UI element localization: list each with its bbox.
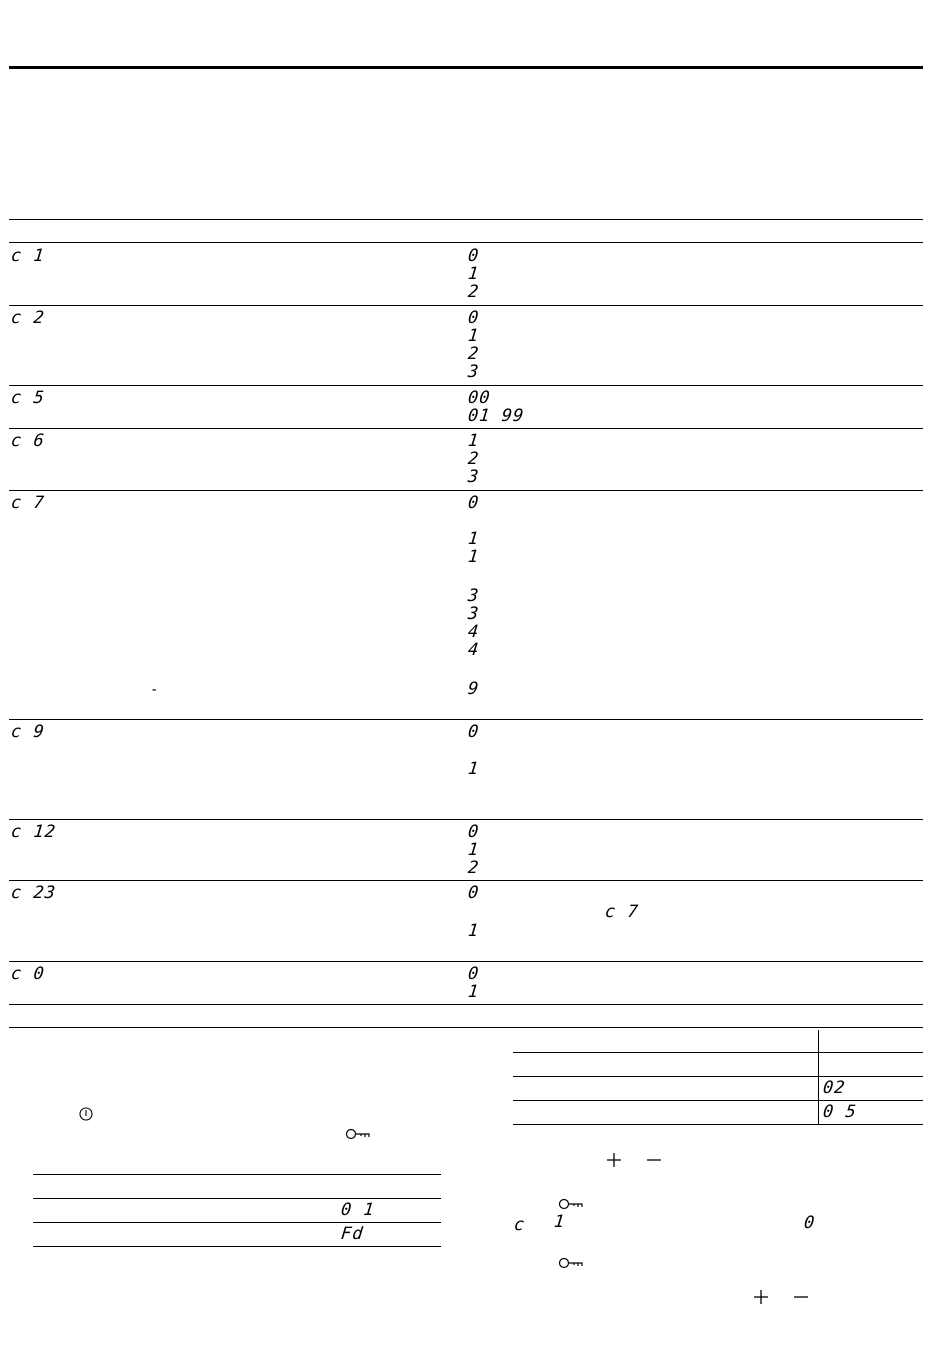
setting-value: 2 xyxy=(467,449,481,469)
setting-value: 1 xyxy=(467,326,481,346)
setting-value: 3 xyxy=(467,604,481,624)
row-divider xyxy=(9,428,923,429)
setting-value: 1 xyxy=(467,529,481,549)
setting-code: c 6 xyxy=(10,431,46,451)
setting-value: 00 xyxy=(467,388,492,408)
setting-value: 4 xyxy=(467,622,481,642)
key-icon xyxy=(345,1127,371,1141)
setting-value: 2 xyxy=(467,282,481,302)
setting-number: 1 xyxy=(553,1212,567,1232)
setting-value: 1 xyxy=(467,921,481,941)
small-table-rule xyxy=(513,1100,923,1101)
setting-value: 0 xyxy=(803,1213,817,1233)
key-icon xyxy=(558,1197,584,1211)
small-table-value: 0 1 xyxy=(340,1200,376,1220)
table-header-rule xyxy=(9,242,923,243)
setting-code: c 7 xyxy=(10,493,46,513)
small-table-rule xyxy=(33,1246,441,1247)
setting-value: 1 xyxy=(467,264,481,284)
setting-code: c 9 xyxy=(10,722,46,742)
setting-value: 1 xyxy=(467,840,481,860)
dash-mark: - xyxy=(150,682,159,698)
table-top-rule xyxy=(9,219,923,220)
small-table-rule xyxy=(33,1174,441,1175)
plus-icon xyxy=(606,1152,622,1168)
setting-value: 1 xyxy=(467,547,481,567)
setting-value: 0 xyxy=(467,722,481,742)
small-table-rule xyxy=(513,1076,923,1077)
minus-icon xyxy=(646,1152,662,1168)
setting-code: c 5 xyxy=(10,388,46,408)
small-table-value: Fd xyxy=(340,1224,365,1244)
setting-value: 0 xyxy=(467,883,481,903)
setting-value: 9 xyxy=(467,679,481,699)
row-divider xyxy=(9,819,923,820)
setting-code: c 0 xyxy=(10,964,46,984)
row-divider xyxy=(9,880,923,881)
inline-setting-ref: c 7 xyxy=(604,902,640,922)
setting-code: c 1 xyxy=(10,246,46,266)
setting-value: 0 xyxy=(467,822,481,842)
minus-icon xyxy=(793,1289,809,1305)
setting-value: 0 xyxy=(467,964,481,984)
setting-value: 1 xyxy=(467,431,481,451)
small-table-rule xyxy=(513,1124,923,1125)
setting-letter: c xyxy=(513,1215,527,1235)
row-divider xyxy=(9,305,923,306)
small-table-rule xyxy=(33,1198,441,1199)
plus-icon xyxy=(753,1289,769,1305)
row-divider xyxy=(9,385,923,386)
small-table-rule xyxy=(33,1222,441,1223)
section-rule xyxy=(9,1027,923,1028)
small-table-rule xyxy=(513,1052,923,1053)
setting-value: 0 xyxy=(467,246,481,266)
setting-value: 1 xyxy=(467,759,481,779)
setting-value: 1 xyxy=(467,982,481,1002)
header-rule xyxy=(9,66,923,69)
small-table-value: 02 xyxy=(822,1078,847,1098)
setting-value: 0 xyxy=(467,308,481,328)
setting-code: c 2 xyxy=(10,308,46,328)
row-divider xyxy=(9,719,923,720)
table-bottom-rule xyxy=(9,1004,923,1005)
small-table-col-rule xyxy=(818,1030,819,1124)
setting-value: 4 xyxy=(467,640,481,660)
setting-value: 2 xyxy=(467,858,481,878)
power-icon xyxy=(78,1106,94,1122)
small-table-value: 0 5 xyxy=(822,1102,858,1122)
setting-value: 01 99 xyxy=(467,406,526,426)
setting-value: 0 xyxy=(467,493,481,513)
setting-value: 3 xyxy=(467,586,481,606)
setting-code: c 23 xyxy=(10,883,58,903)
setting-value: 2 xyxy=(467,344,481,364)
setting-code: c 12 xyxy=(10,822,58,842)
row-divider xyxy=(9,961,923,962)
row-divider xyxy=(9,490,923,491)
setting-value: 3 xyxy=(467,362,481,382)
setting-value: 3 xyxy=(467,467,481,487)
key-icon xyxy=(558,1256,584,1270)
